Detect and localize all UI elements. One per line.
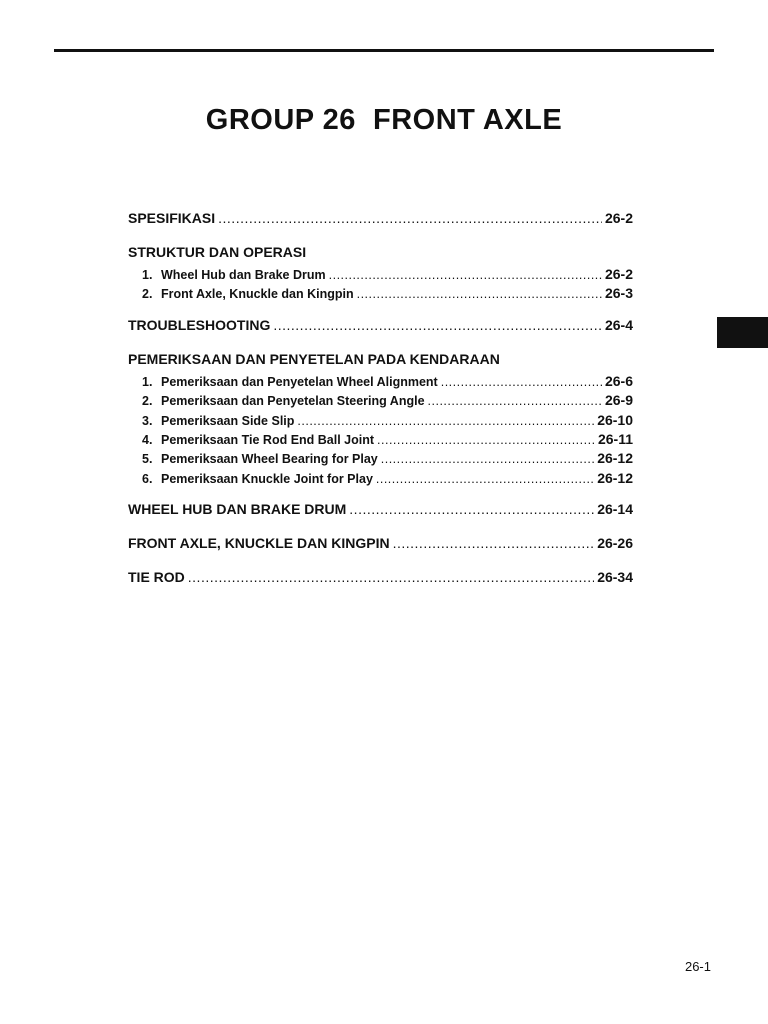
toc-subentry-page: 26-2 [604,266,633,282]
dot-leader [273,317,602,333]
toc-subentry-number: 2. [142,287,153,302]
toc-entry-spesifikasi[interactable] [128,210,633,232]
toc-section-wheel-hub [128,501,633,523]
toc-subentry-page: 26-3 [604,285,633,302]
dot-leader [377,433,595,447]
toc-subentry-label: Pemeriksaan dan Penyetelan Steering Angle [161,394,425,409]
toc-entry-page: 26-4 [604,316,633,333]
toc-section-front-axle [128,535,633,557]
toc-entry-wheel-hub[interactable] [128,501,633,523]
toc-subentry[interactable] [128,412,633,431]
dot-leader [329,268,602,282]
toc-subentry-page: 26-11 [597,430,633,447]
toc-subentry[interactable] [128,470,633,489]
dot-leader [357,287,602,301]
dot-leader [381,452,594,466]
toc-subentry-page: 26-6 [604,372,633,389]
toc-subentry-label: Pemeriksaan Tie Rod End Ball Joint [161,432,375,447]
dot-leader [376,472,594,486]
toc-subentry-number: 4. [142,432,153,447]
toc-heading-label: STRUKTUR DAN OPERASI [128,244,307,260]
toc-subentry-page: 26-12 [597,469,633,486]
toc-entry-page: 26-2 [604,210,633,226]
toc-subentry-number: 1. [142,374,153,389]
toc-subentry-page: 26-9 [604,392,633,409]
toc-subentry-number: 2. [142,394,153,409]
toc-entry-troubleshooting[interactable] [128,317,633,339]
dot-leader [188,569,594,585]
toc-section-pemeriksaan [128,351,633,489]
page-number: 26-1 [684,959,711,974]
toc-entry-label: TIE ROD [128,569,185,586]
toc-entry-tie-rod[interactable] [128,569,633,591]
toc-entry-label: WHEEL HUB DAN BRAKE DRUM [128,501,347,518]
toc-entry-page: 26-34 [597,569,633,586]
toc-heading-label: PEMERIKSAAN DAN PENYETELAN PADA KENDARAAN [128,350,500,367]
toc-section-struktur [128,244,633,305]
toc-subentry-number: 1. [142,268,153,282]
top-rule [54,49,714,52]
dot-leader [393,535,595,551]
toc-subentry-label: Wheel Hub dan Brake Drum [161,268,326,282]
dot-leader [428,394,602,408]
section-thumb-tab [717,317,768,348]
toc-section-troubleshooting [128,317,633,339]
toc-entry-label: SPESIFIKASI [128,210,216,226]
toc-section-tie-rod [128,569,633,591]
toc-entry-page: 26-14 [597,501,633,518]
dot-leader [349,501,594,517]
toc-subentry[interactable] [128,450,633,469]
toc-heading-struktur [128,244,633,266]
toc-entry-label: TROUBLESHOOTING [128,316,271,333]
toc-subentry-page: 26-12 [597,450,633,467]
toc-subentry-number: 5. [142,452,153,467]
dot-leader [297,414,594,428]
toc-section-spesifikasi [128,210,633,232]
toc-subentry-label: Pemeriksaan Knuckle Joint for Play [161,471,373,486]
page-title: GROUP 26 FRONT AXLE [205,104,563,136]
dot-leader [218,210,602,226]
toc-subentry[interactable] [128,266,633,285]
toc-subentry-label: Pemeriksaan Wheel Bearing for Play [161,452,378,467]
toc-entry-label: FRONT AXLE, KNUCKLE DAN KINGPIN [128,535,390,552]
toc-subentry-number: 6. [142,471,153,486]
toc-entry-front-axle[interactable] [128,535,633,557]
toc-subentry-label: Pemeriksaan Side Slip [161,413,295,428]
toc-subentry-number: 3. [142,413,153,428]
toc-heading-pemeriksaan [128,351,633,373]
toc-subentry[interactable] [128,431,633,450]
toc-subentry-label: Pemeriksaan dan Penyetelan Wheel Alignment [161,374,438,389]
toc-subentry[interactable] [128,392,633,411]
toc-subentry-page: 26-10 [597,411,633,428]
table-of-contents [128,210,633,603]
toc-subentry-label: Front Axle, Knuckle dan Kingpin [161,287,354,302]
toc-entry-page: 26-26 [597,535,633,552]
toc-subentry[interactable] [128,373,633,392]
toc-subentry[interactable] [128,285,633,304]
dot-leader [441,375,602,389]
